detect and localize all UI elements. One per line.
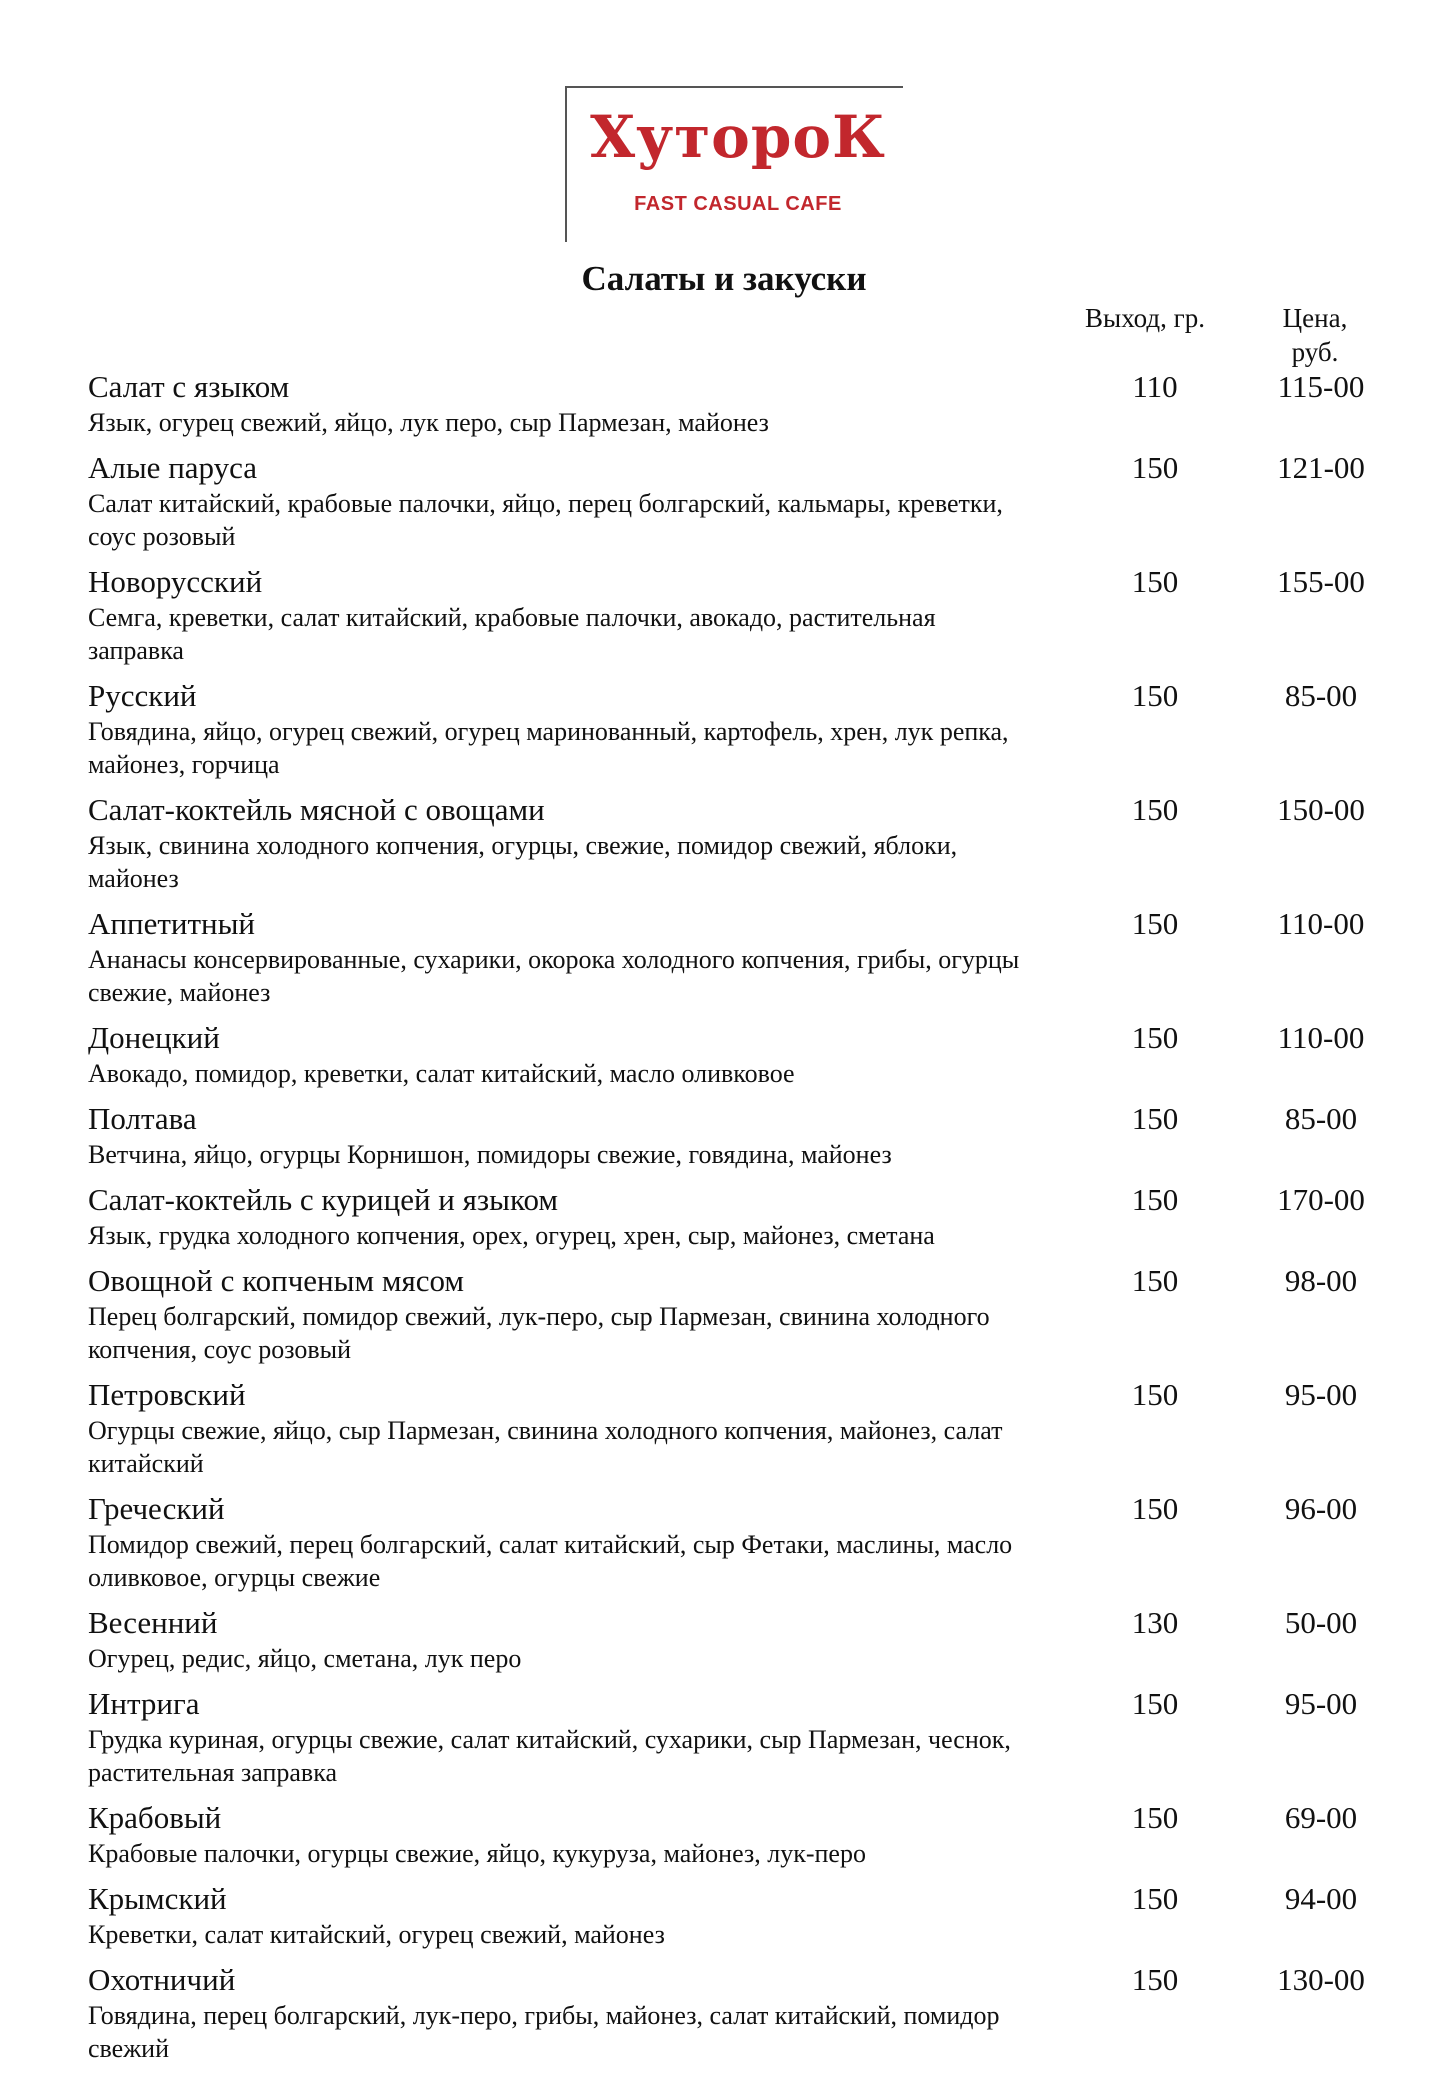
menu-item: [88, 791, 1388, 895]
menu-item-weight: 150: [1131, 1020, 1179, 1055]
logo-frame-top: [565, 86, 903, 88]
column-header-price-line1: Цена,: [1282, 303, 1348, 333]
menu-item-name: Аппетитный: [88, 906, 256, 941]
menu-item-price: 85-00: [1284, 1101, 1358, 1136]
menu-item-description: Крабовые палочки, огурцы свежие, яйцо, кукуруза, майонез, лук-перо: [88, 1839, 866, 1868]
menu-item-price: 150-00: [1277, 792, 1365, 827]
menu-item-weight: 110: [1132, 369, 1178, 404]
menu-item-price: 130-00: [1277, 1962, 1365, 1997]
menu-item-price: 94-00: [1284, 1881, 1358, 1916]
menu-item-description: Семга, креветки, салат китайский, крабовые палочки, авокадо, растительная заправка: [88, 603, 936, 665]
menu-item-description: Огурцы свежие, яйцо, сыр Пармезан, свинина холодного копчения, майонез, салат китайский: [88, 1416, 1003, 1478]
menu-item-price: 95-00: [1284, 1377, 1358, 1412]
menu-item: [88, 677, 1388, 781]
column-header-price: [1240, 301, 1390, 369]
menu-item-price: 85-00: [1284, 678, 1358, 713]
menu-item-description: Перец болгарский, помидор свежий, лук-перо, сыр Пармезан, свинина холодного копчения, соус розовый: [88, 1302, 990, 1364]
menu-item-description: Язык, огурец свежий, яйцо, лук перо, сыр Пармезан, майонез: [88, 408, 769, 437]
menu-item-price: 115-00: [1277, 369, 1365, 404]
menu-item-name: Овощной с копченым мясом: [88, 1263, 464, 1298]
menu-item-price: 121-00: [1277, 450, 1365, 485]
menu-item-name: Весенний: [88, 1605, 218, 1640]
menu-item: [88, 1019, 1388, 1090]
menu-item-description: Ананасы консервированные, сухарики, окорока холодного копчения, грибы, огурцы свежие, майонез: [88, 945, 1020, 1007]
menu-item-name: Донецкий: [88, 1020, 220, 1055]
menu-item-price: 170-00: [1277, 1182, 1365, 1217]
menu-item-name: Крымский: [88, 1881, 227, 1916]
menu-item-weight: 150: [1131, 1800, 1179, 1835]
menu-item-weight: 150: [1131, 906, 1179, 941]
menu-item-description: Язык, грудка холодного копчения, орех, огурец, хрен, сыр, майонез, сметана: [88, 1221, 935, 1250]
menu-item: [88, 1181, 1388, 1252]
menu-item: [88, 368, 1388, 439]
menu-item-row: [88, 1262, 1388, 1300]
logo-name: ХутороК: [590, 103, 886, 171]
menu-item-row: [88, 1799, 1388, 1837]
menu-item-description: Помидор свежий, перец болгарский, салат китайский, сыр Фетаки, маслины, масло оливковое, огурцы свежие: [88, 1530, 1013, 1592]
menu-item-row: [88, 1490, 1388, 1528]
menu-item-description: Говядина, перец болгарский, лук-перо, грибы, майонез, салат китайский, помидор свежий: [88, 2001, 1000, 2063]
logo-tagline: FAST CASUAL CAFE: [634, 193, 842, 215]
menu-item-name: Салат-коктейль с курицей и языком: [88, 1182, 558, 1217]
menu-item-price: 69-00: [1284, 1800, 1358, 1835]
page-title: Салаты и закуски: [581, 259, 867, 298]
menu-list: [88, 368, 1388, 2075]
menu-item-weight: 150: [1131, 564, 1179, 599]
menu-item-weight: 150: [1131, 792, 1179, 827]
menu-item-weight: 130: [1131, 1605, 1179, 1640]
menu-item-row: [88, 791, 1388, 829]
menu-item-description: Огурец, редис, яйцо, сметана, лук перо: [88, 1644, 522, 1673]
menu-item-row: [88, 368, 1388, 406]
menu-item-weight: 150: [1131, 1263, 1179, 1298]
menu-item-name: Петровский: [88, 1377, 246, 1412]
menu-item-row: [88, 1376, 1388, 1414]
menu-item-description: Говядина, яйцо, огурец свежий, огурец маринованный, картофель, хрен, лук репка, майонез, горчица: [88, 717, 1009, 779]
menu-item-weight: 150: [1131, 1377, 1179, 1412]
menu-item-name: Алые паруса: [88, 450, 258, 485]
menu-item-row: [88, 1181, 1388, 1219]
menu-item-price: 155-00: [1277, 564, 1365, 599]
menu-item-weight: 150: [1131, 1881, 1179, 1916]
menu-item-weight: 150: [1131, 678, 1179, 713]
menu-item-description: Салат китайский, крабовые палочки, яйцо, перец болгарский, кальмары, креветки, соус розовый: [88, 489, 1003, 551]
menu-item-name: Греческий: [88, 1491, 225, 1526]
menu-item-row: [88, 563, 1388, 601]
menu-item: [88, 1262, 1388, 1366]
column-header-weight: Выход, гр.: [1085, 303, 1205, 333]
menu-item-name: Салат-коктейль мясной с овощами: [88, 792, 545, 827]
menu-item: [88, 449, 1388, 553]
menu-item: [88, 1376, 1388, 1480]
menu-item: [88, 905, 1388, 1009]
menu-item-description: Креветки, салат китайский, огурец свежий, майонез: [88, 1920, 665, 1949]
menu-item-description: Язык, свинина холодного копчения, огурцы, свежие, помидор свежий, яблоки, майонез: [88, 831, 958, 893]
menu-item: [88, 563, 1388, 667]
logo-frame-left: [565, 86, 567, 242]
menu-item-name: Русский: [88, 678, 197, 713]
menu-item-name: Салат с языком: [88, 369, 290, 404]
menu-item-weight: 150: [1131, 1491, 1179, 1526]
menu-item-price: 98-00: [1284, 1263, 1358, 1298]
menu-item-row: [88, 449, 1388, 487]
menu-item-row: [88, 1100, 1388, 1138]
menu-item-weight: 150: [1131, 1101, 1179, 1136]
menu-item: [88, 1490, 1388, 1594]
menu-item: [88, 1604, 1388, 1675]
menu-item-name: Охотничий: [88, 1962, 236, 1997]
menu-item-name: Интрига: [88, 1686, 200, 1721]
menu-item: [88, 1685, 1388, 1789]
menu-item-name: Крабовый: [88, 1800, 222, 1835]
menu-item-name: Новорусский: [88, 564, 263, 599]
menu-item: [88, 1100, 1388, 1171]
cafe-logo: [565, 86, 905, 242]
menu-item-description: Грудка куриная, огурцы свежие, салат китайский, сухарики, сыр Пармезан, чеснок, растительная заправка: [88, 1725, 1011, 1787]
menu-item: [88, 1880, 1388, 1951]
menu-item-weight: 150: [1131, 1182, 1179, 1217]
menu-item-price: 96-00: [1284, 1491, 1358, 1526]
menu-item-price: 95-00: [1284, 1686, 1358, 1721]
menu-item: [88, 1961, 1388, 2065]
menu-item-price: 110-00: [1277, 906, 1365, 941]
menu-item-row: [88, 1880, 1388, 1918]
menu-item-weight: 150: [1131, 1686, 1179, 1721]
menu-item-row: [88, 1019, 1388, 1057]
menu-item-weight: 150: [1131, 1962, 1179, 1997]
menu-item-row: [88, 1961, 1388, 1999]
menu-item-name: Полтава: [88, 1101, 197, 1136]
menu-item-row: [88, 905, 1388, 943]
menu-item-weight: 150: [1131, 450, 1179, 485]
menu-item-description: Авокадо, помидор, креветки, салат китайский, масло оливковое: [88, 1059, 795, 1088]
menu-item-row: [88, 677, 1388, 715]
menu-item-row: [88, 1685, 1388, 1723]
menu-item: [88, 1799, 1388, 1870]
menu-item-description: Ветчина, яйцо, огурцы Корнишон, помидоры свежие, говядина, майонез: [88, 1140, 892, 1169]
menu-item-price: 110-00: [1277, 1020, 1365, 1055]
column-header-price-line2: руб.: [1291, 337, 1339, 367]
menu-item-price: 50-00: [1284, 1605, 1358, 1640]
menu-item-row: [88, 1604, 1388, 1642]
